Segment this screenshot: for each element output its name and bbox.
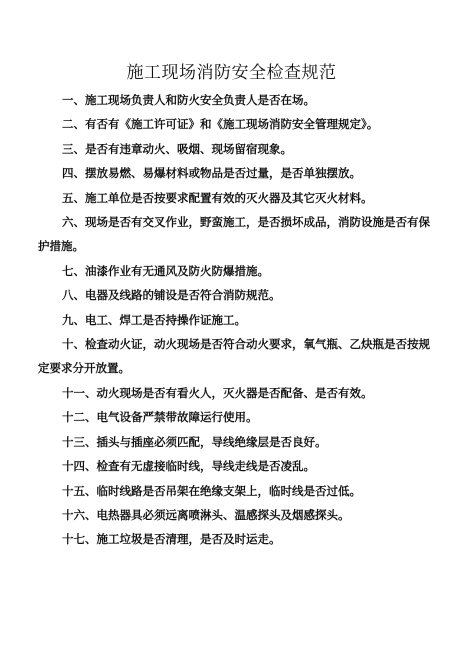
list-item: 四、摆放易燃、易爆材料或物品是否过量，是否单独摆放。 (62, 166, 361, 181)
list-item: 七、油漆作业有无通风及防火防爆措施。 (62, 263, 269, 278)
list-item: 十七、施工垃圾是否清理，是否及时运走。 (62, 532, 281, 547)
list-item: 九、电工、焊工是否持操作证施工。 (62, 312, 246, 327)
list-item: 十四、检查有无虚接临时线，导线走线是否凌乱。 (62, 459, 315, 474)
list-item: 五、施工单位是否按要求配置有效的灭火器及其它灭火材料。 (62, 190, 373, 205)
list-item: 十二、电气设备严禁带故障运行使用。 (62, 410, 258, 425)
list-item: 十、检查动火证，动火现场是否符合动火要求，氧气瓶、乙炔瓶是否按规定要求分开放置。 (38, 337, 430, 376)
list-item: 八、电器及线路的铺设是否符合消防规范。 (62, 288, 281, 303)
inspection-list (38, 88, 438, 552)
list-item: 十六、电热器具必须远离喷淋头、温感探头及烟感探头。 (62, 507, 350, 522)
list-item: 六、现场是否有交叉作业，野蛮施工，是否损坏成品，消防设施是否有保护措施。 (38, 215, 430, 254)
list-item: 十五、临时线路是否吊架在绝缘支架上，临时线是否过低。 (62, 483, 361, 498)
list-item: 十一、动火现场是否有看火人，灭火器是否配备、是否有效。 (62, 385, 373, 400)
document-title: 施工现场消防安全检查规范 (126, 63, 337, 83)
list-item: 三、是否有违章动火、吸烟、现场留宿现象。 (62, 141, 292, 156)
list-item: 二、有否有《施工许可证》和《施工现场消防安全管理规定》。 (62, 117, 379, 132)
list-item: 十三、插头与插座必须匹配，导线绝缘层是否良好。 (62, 434, 327, 449)
list-item: 一、施工现场负责人和防火安全负责人是否在场。 (62, 93, 315, 107)
